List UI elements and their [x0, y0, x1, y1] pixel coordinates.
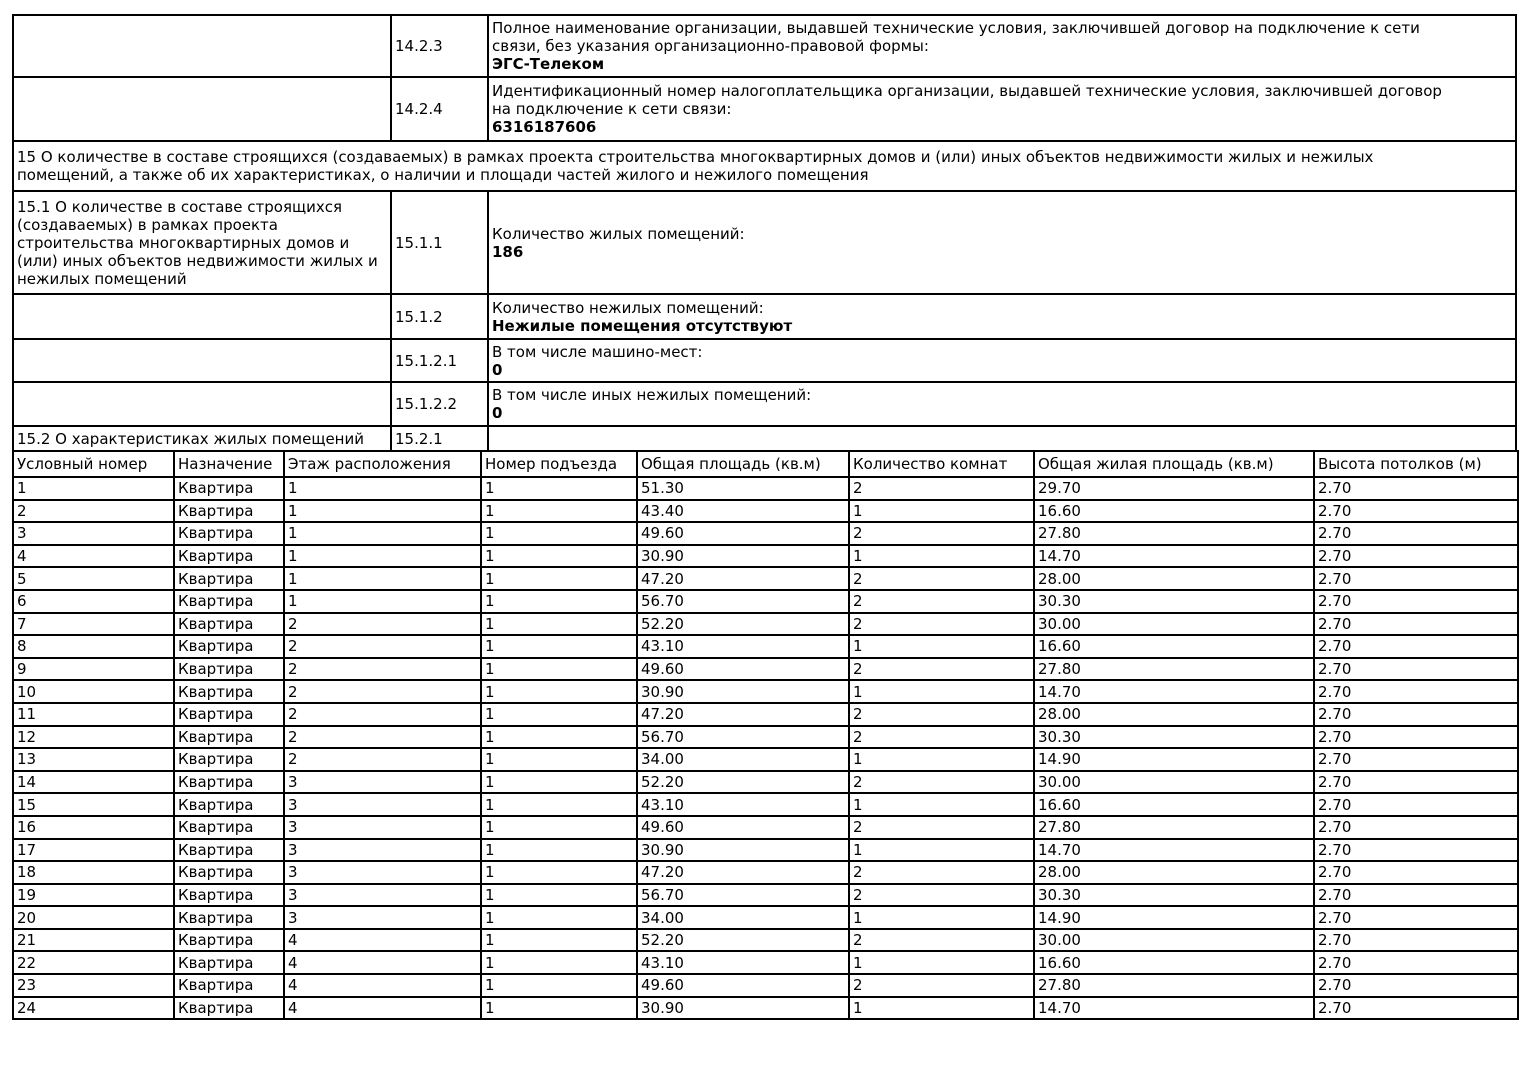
table-cell: Квартира [174, 906, 284, 929]
section-15-heading: 15 О количестве в составе строящихся (создаваемых) в рамках проекта строительства многоквартирных домов и (или) иных объектов недвижимости жилых и нежилых помещений, а также об их характеристиках, о наличии и площади частей жилого и нежилого помещения [17, 148, 1374, 184]
table-cell: 49.60 [637, 816, 849, 839]
table-cell: 1 [849, 500, 1034, 523]
column-header: Количество комнат [849, 451, 1034, 477]
table-cell: 47.20 [637, 861, 849, 884]
table-cell: 14 [13, 771, 174, 794]
table-cell: Квартира [174, 726, 284, 749]
table-cell: 43.10 [637, 951, 849, 974]
row-code: 15.1.1 [390, 192, 487, 293]
table-cell: Квартира [174, 861, 284, 884]
table-cell: 2.70 [1314, 658, 1518, 681]
table-cell: Квартира [174, 635, 284, 658]
table-cell: 2.70 [1314, 997, 1518, 1020]
table-cell: 1 [849, 793, 1034, 816]
field-label: В том числе иных нежилых помещений: [492, 386, 812, 404]
table-cell: 2 [849, 613, 1034, 636]
table-cell: 2.70 [1314, 771, 1518, 794]
table-cell: 4 [13, 545, 174, 568]
table-cell: 3 [13, 522, 174, 545]
row-left-cell [14, 383, 390, 425]
top-section [12, 14, 1517, 450]
table-cell: 1 [481, 771, 637, 794]
row-left-cell [14, 16, 390, 76]
row-left-cell: 15.2 О характеристиках жилых помещений [17, 429, 364, 448]
row-left-cell [14, 295, 390, 338]
table-cell: 1 [481, 929, 637, 952]
row-15-1-1 [14, 190, 1515, 293]
table-row [13, 793, 1518, 816]
table-cell: 2 [849, 861, 1034, 884]
table-cell: 1 [481, 567, 637, 590]
field-value: ЭГС-Телеком [492, 55, 605, 73]
table-row [13, 748, 1518, 771]
table-cell: 2.70 [1314, 545, 1518, 568]
table-cell: 43.40 [637, 500, 849, 523]
row-left-cell [14, 340, 390, 381]
table-cell: 15 [13, 793, 174, 816]
table-cell: 2.70 [1314, 793, 1518, 816]
table-cell: 30.90 [637, 839, 849, 862]
field-label: Количество жилых помещений: [492, 224, 745, 243]
table-cell: 2 [849, 884, 1034, 907]
table-row [13, 658, 1518, 681]
table-cell: 30.90 [637, 997, 849, 1020]
apartments-body [13, 477, 1518, 1019]
table-row [13, 635, 1518, 658]
table-cell: 1 [481, 613, 637, 636]
table-cell: 2.70 [1314, 703, 1518, 726]
column-header: Назначение [174, 451, 284, 477]
table-cell: 1 [481, 522, 637, 545]
row-content-cell [487, 427, 1515, 450]
row-code: 15.1.2.2 [390, 383, 487, 425]
row-code: 14.2.3 [390, 16, 487, 76]
table-row [13, 816, 1518, 839]
table-cell: 47.20 [637, 703, 849, 726]
table-cell: 1 [284, 567, 481, 590]
table-cell: 2.70 [1314, 680, 1518, 703]
table-cell: 1 [481, 545, 637, 568]
table-cell: 30.00 [1034, 613, 1314, 636]
table-cell: 1 [849, 545, 1034, 568]
table-cell: 3 [284, 906, 481, 929]
table-cell: 1 [481, 680, 637, 703]
table-cell: 43.10 [637, 635, 849, 658]
table-cell: 1 [284, 500, 481, 523]
apartments-header-row [13, 451, 1518, 477]
table-cell: Квартира [174, 997, 284, 1020]
table-cell: 2.70 [1314, 929, 1518, 952]
table-cell: 30.30 [1034, 726, 1314, 749]
table-row [13, 906, 1518, 929]
table-cell: 23 [13, 974, 174, 997]
table-cell: 2.70 [1314, 839, 1518, 862]
field-label: Идентификационный номер налогоплательщика организации, выдавшей технические условия, заключившей договор на подключение к сети связи: [492, 82, 1442, 118]
table-cell: 1 [284, 545, 481, 568]
table-cell: 3 [284, 884, 481, 907]
table-row [13, 477, 1518, 500]
table-cell: 2.70 [1314, 522, 1518, 545]
table-cell: Квартира [174, 567, 284, 590]
table-cell: 1 [481, 748, 637, 771]
row-code: 15.1.2.1 [390, 340, 487, 381]
table-cell: 1 [481, 793, 637, 816]
table-cell: 1 [481, 500, 637, 523]
table-cell: 2.70 [1314, 590, 1518, 613]
table-cell: 4 [284, 974, 481, 997]
table-cell: 30.90 [637, 680, 849, 703]
table-cell: 2.70 [1314, 816, 1518, 839]
table-cell: 18 [13, 861, 174, 884]
table-cell: 16.60 [1034, 951, 1314, 974]
table-cell: 16.60 [1034, 793, 1314, 816]
table-cell: 2.70 [1314, 974, 1518, 997]
table-cell: Квартира [174, 613, 284, 636]
row-15-1-2 [14, 293, 1515, 338]
table-cell: 2.70 [1314, 748, 1518, 771]
table-cell: 3 [284, 793, 481, 816]
table-row [13, 771, 1518, 794]
column-header: Этаж расположения [284, 451, 481, 477]
table-cell: 1 [481, 816, 637, 839]
table-cell: 1 [284, 477, 481, 500]
column-header: Высота потолков (м) [1314, 451, 1518, 477]
table-row [13, 613, 1518, 636]
table-cell: 1 [481, 477, 637, 500]
table-cell: 27.80 [1034, 522, 1314, 545]
table-cell: 1 [481, 590, 637, 613]
table-cell: 14.70 [1034, 839, 1314, 862]
table-cell: 1 [849, 906, 1034, 929]
table-cell: 9 [13, 658, 174, 681]
row-left-cell [14, 78, 390, 140]
table-cell: 52.20 [637, 771, 849, 794]
table-cell: 1 [481, 703, 637, 726]
table-cell: 1 [481, 861, 637, 884]
table-cell: 14.70 [1034, 680, 1314, 703]
table-cell: 14.70 [1034, 997, 1314, 1020]
row-code: 15.2.1 [390, 427, 487, 450]
table-cell: 2 [849, 567, 1034, 590]
table-cell: Квартира [174, 590, 284, 613]
row-left-cell: 15.1 О количестве в составе строящихся (создаваемых) в рамках проекта строительства многоквартирных домов и (или) иных объектов недвижимости жилых и нежилых помещений [17, 197, 378, 288]
table-cell: 1 [481, 658, 637, 681]
column-header: Общая жилая площадь (кв.м) [1034, 451, 1314, 477]
column-header: Номер подъезда [481, 451, 637, 477]
table-cell: 2.70 [1314, 635, 1518, 658]
table-cell: 49.60 [637, 974, 849, 997]
table-cell: 2 [849, 726, 1034, 749]
table-cell: 51.30 [637, 477, 849, 500]
table-cell: Квартира [174, 500, 284, 523]
table-cell: Квартира [174, 545, 284, 568]
table-cell: 4 [284, 997, 481, 1020]
table-cell: 1 [481, 974, 637, 997]
table-cell: Квартира [174, 974, 284, 997]
table-cell: 2 [849, 658, 1034, 681]
table-cell: 1 [849, 839, 1034, 862]
table-cell: 6 [13, 590, 174, 613]
table-cell: 1 [849, 951, 1034, 974]
table-cell: Квартира [174, 929, 284, 952]
table-cell: Квартира [174, 680, 284, 703]
table-cell: Квартира [174, 771, 284, 794]
table-cell: 13 [13, 748, 174, 771]
table-cell: 34.00 [637, 748, 849, 771]
table-cell: 2.70 [1314, 613, 1518, 636]
table-cell: 52.20 [637, 613, 849, 636]
table-cell: 1 [481, 906, 637, 929]
row-section-15 [14, 140, 1515, 190]
row-15-1-2-1 [14, 338, 1515, 381]
table-cell: 2 [849, 929, 1034, 952]
table-row [13, 997, 1518, 1020]
table-cell: 47.20 [637, 567, 849, 590]
table-cell: 56.70 [637, 884, 849, 907]
table-cell: 2 [284, 726, 481, 749]
table-cell: 3 [284, 771, 481, 794]
table-cell: 20 [13, 906, 174, 929]
table-cell: 1 [849, 997, 1034, 1020]
table-cell: Квартира [174, 839, 284, 862]
table-cell: Квартира [174, 748, 284, 771]
table-cell: Квартира [174, 951, 284, 974]
table-cell: Квартира [174, 793, 284, 816]
row-14-2-4 [14, 76, 1515, 140]
column-header: Условный номер [13, 451, 174, 477]
row-15-2 [14, 425, 1515, 450]
table-row [13, 726, 1518, 749]
table-cell: 16.60 [1034, 500, 1314, 523]
table-cell: 2 [849, 816, 1034, 839]
table-cell: Квартира [174, 477, 284, 500]
table-row [13, 861, 1518, 884]
table-cell: 2 [849, 477, 1034, 500]
table-cell: 30.30 [1034, 884, 1314, 907]
table-cell: 4 [284, 951, 481, 974]
table-cell: 5 [13, 567, 174, 590]
table-row [13, 974, 1518, 997]
table-cell: 28.00 [1034, 861, 1314, 884]
table-cell: 2.70 [1314, 884, 1518, 907]
field-value: Нежилые помещения отсутствуют [492, 316, 793, 335]
table-row [13, 884, 1518, 907]
table-cell: 2.70 [1314, 726, 1518, 749]
table-cell: 2 [849, 522, 1034, 545]
table-cell: 2 [849, 771, 1034, 794]
table-cell: 34.00 [637, 906, 849, 929]
table-cell: 1 [849, 635, 1034, 658]
table-cell: 43.10 [637, 793, 849, 816]
table-cell: 3 [284, 861, 481, 884]
table-cell: 2 [849, 590, 1034, 613]
table-cell: 2 [284, 658, 481, 681]
table-cell: 52.20 [637, 929, 849, 952]
table-cell: 56.70 [637, 590, 849, 613]
table-cell: 1 [481, 951, 637, 974]
table-row [13, 545, 1518, 568]
table-cell: 2 [284, 680, 481, 703]
row-content-cell [487, 192, 1515, 293]
table-cell: 24 [13, 997, 174, 1020]
table-cell: 1 [284, 522, 481, 545]
table-cell: 10 [13, 680, 174, 703]
table-cell: 2.70 [1314, 567, 1518, 590]
table-cell: 4 [284, 929, 481, 952]
table-cell: Квартира [174, 522, 284, 545]
table-cell: 27.80 [1034, 658, 1314, 681]
row-content-cell [487, 340, 1515, 381]
table-row [13, 929, 1518, 952]
table-cell: 30.90 [637, 545, 849, 568]
table-row [13, 500, 1518, 523]
table-cell: 1 [284, 590, 481, 613]
table-cell: 1 [481, 997, 637, 1020]
table-cell: 1 [481, 839, 637, 862]
row-15-1-2-2 [14, 381, 1515, 425]
table-cell: 49.60 [637, 522, 849, 545]
table-cell: 2.70 [1314, 500, 1518, 523]
table-cell: 29.70 [1034, 477, 1314, 500]
row-14-2-3 [14, 16, 1515, 76]
table-cell: 30.00 [1034, 929, 1314, 952]
table-cell: 3 [284, 839, 481, 862]
column-header: Общая площадь (кв.м) [637, 451, 849, 477]
table-cell: 28.00 [1034, 703, 1314, 726]
row-content-cell [487, 295, 1515, 338]
table-cell: 2.70 [1314, 477, 1518, 500]
table-cell: 8 [13, 635, 174, 658]
table-cell: 12 [13, 726, 174, 749]
table-row [13, 951, 1518, 974]
table-cell: 14.70 [1034, 545, 1314, 568]
table-cell: 1 [13, 477, 174, 500]
table-cell: 2 [13, 500, 174, 523]
table-cell: 30.30 [1034, 590, 1314, 613]
table-cell: 19 [13, 884, 174, 907]
table-cell: 27.80 [1034, 974, 1314, 997]
table-cell: 7 [13, 613, 174, 636]
row-content-cell [487, 78, 1515, 140]
table-cell: Квартира [174, 816, 284, 839]
field-value: 6316187606 [492, 118, 597, 136]
table-cell: 2.70 [1314, 861, 1518, 884]
table-cell: 21 [13, 929, 174, 952]
table-cell: 49.60 [637, 658, 849, 681]
table-cell: 2 [849, 974, 1034, 997]
table-cell: 1 [481, 635, 637, 658]
table-cell: 30.00 [1034, 771, 1314, 794]
table-row [13, 567, 1518, 590]
row-content-cell [487, 383, 1515, 425]
table-row [13, 522, 1518, 545]
table-cell: Квартира [174, 703, 284, 726]
table-cell: 17 [13, 839, 174, 862]
table-cell: 14.90 [1034, 906, 1314, 929]
table-cell: 1 [481, 884, 637, 907]
table-cell: 1 [849, 748, 1034, 771]
table-cell: Квартира [174, 884, 284, 907]
field-value: 186 [492, 242, 524, 261]
table-cell: 11 [13, 703, 174, 726]
table-cell: 27.80 [1034, 816, 1314, 839]
apartments-table [12, 450, 1519, 1020]
table-cell: 2 [284, 635, 481, 658]
table-row [13, 680, 1518, 703]
project-declaration-document [12, 14, 1517, 1020]
table-cell: 28.00 [1034, 567, 1314, 590]
table-cell: 2 [284, 703, 481, 726]
table-cell: 14.90 [1034, 748, 1314, 771]
table-row [13, 839, 1518, 862]
field-value: 0 [492, 360, 503, 379]
table-cell: 16.60 [1034, 635, 1314, 658]
field-value: 0 [492, 404, 503, 422]
row-code: 14.2.4 [390, 78, 487, 140]
table-cell: 2.70 [1314, 951, 1518, 974]
table-cell: 2.70 [1314, 906, 1518, 929]
field-label: В том числе машино-мест: [492, 342, 703, 361]
table-cell: 56.70 [637, 726, 849, 749]
table-cell: 3 [284, 816, 481, 839]
table-cell: 1 [481, 726, 637, 749]
table-cell: 2 [849, 703, 1034, 726]
table-cell: Квартира [174, 658, 284, 681]
table-cell: 2 [284, 748, 481, 771]
table-cell: 22 [13, 951, 174, 974]
table-row [13, 703, 1518, 726]
row-code: 15.1.2 [390, 295, 487, 338]
table-cell: 1 [849, 680, 1034, 703]
row-content-cell [487, 16, 1515, 76]
field-label: Полное наименование организации, выдавшей технические условия, заключившей договор на подключение к сети связи, без указания организационно-правовой формы: [492, 19, 1420, 55]
field-label: Количество нежилых помещений: [492, 298, 764, 317]
table-row [13, 590, 1518, 613]
table-cell: 2 [284, 613, 481, 636]
table-cell: 16 [13, 816, 174, 839]
